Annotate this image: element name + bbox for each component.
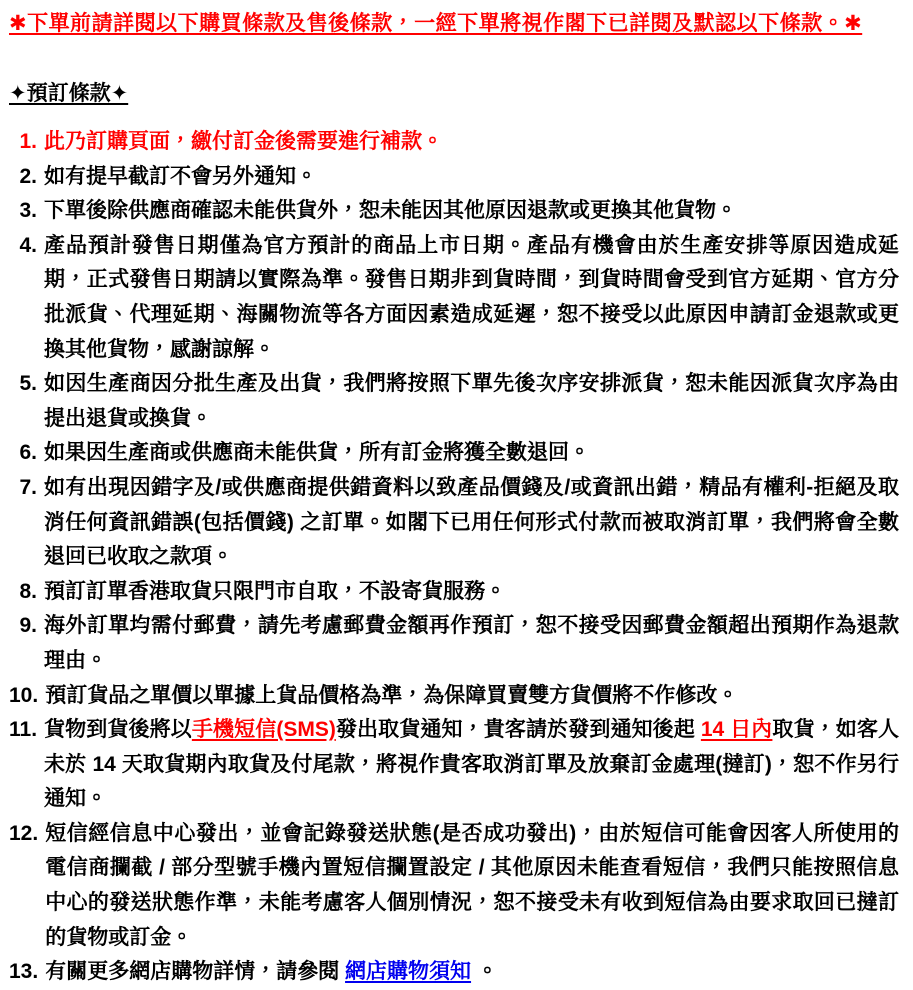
term-number: 2. [19, 164, 37, 188]
term-text [44, 194, 899, 229]
term-text-segment: 如果因生產商或供應商未能供貨，所有訂金將獲全數退回。 [44, 441, 590, 465]
term-number: 12. [9, 821, 39, 845]
term-number: 3. [19, 199, 37, 223]
term-text-segment: 有關更多網店購物詳情，請參閱 [45, 960, 346, 984]
header-notice: ✱下單前請詳閱以下購買條款及售後條款，一經下單將視作閣下已詳閱及默認以下條款。✱ [9, 12, 863, 35]
pickup-deadline-link[interactable]: 14 日內 [700, 718, 773, 742]
term-text-segment: 預訂訂單香港取貨只限門市自取，不設寄貨服務。 [44, 579, 506, 603]
term-text-segment: 貨物到貨後將以 [44, 718, 192, 742]
term-text [44, 471, 899, 575]
term-text [44, 609, 899, 678]
term-text-segment: 如有提早截訂不會另外通知。 [44, 164, 317, 188]
term-text [45, 817, 899, 955]
term-number: 13. [9, 960, 39, 984]
term-item [9, 367, 899, 436]
term-number: 11. [9, 718, 38, 742]
term-text-segment: 產品預計發售日期僅為官方預計的商品上市日期。產品有機會由於生產安排等原因造成延期，正式發售日期請以實際為準。發售日期非到貨時間，到貨時間會受到官方延期、官方分批派貨、代理延期、海關物流等各方面因素造成延遲，恕不接受以此原因申請訂金退款或更換其他貨物，感謝諒解。 [44, 233, 899, 361]
term-item [9, 713, 899, 817]
term-text-segment: 如因生產商因分批生產及出貨，我們將按照下單先後次序安排派貨，恕未能因派貨次序為由提出退貨或換貨。 [44, 372, 899, 430]
term-item [9, 817, 899, 955]
term-number: 1. [19, 130, 37, 153]
term-text [44, 160, 899, 195]
term-text-segment: 。 [471, 960, 498, 984]
term-item [9, 229, 899, 367]
term-number: 5. [19, 372, 37, 396]
term-text [44, 713, 899, 817]
term-number: 7. [19, 475, 37, 499]
term-item [9, 125, 899, 160]
section-title-wrap [9, 59, 899, 109]
term-text-segment: 預訂貨品之單價以單據上貨品價格為準，為保障買賣雙方貨價將不作修改。 [45, 683, 739, 707]
term-text [44, 229, 899, 367]
term-number: 4. [19, 233, 37, 257]
term-number: 8. [19, 579, 37, 603]
term-number: 9. [19, 614, 37, 638]
terms-list [9, 125, 899, 990]
term-text [44, 436, 899, 471]
term-item [9, 679, 899, 714]
term-item [9, 955, 899, 990]
term-text [45, 955, 899, 990]
term-item [9, 194, 899, 229]
term-item [9, 471, 899, 575]
term-item [9, 575, 899, 610]
term-text-segment: 此乃訂購頁面，繳付訂金後需要進行補款。 [44, 130, 443, 153]
section-title: ✦預訂條款✦ [9, 82, 129, 105]
term-text-segment: 如有出現因錯字及/或供應商提供錯資料以致產品價錢及/或資訊出錯，精品有權利-拒絕及取消任何資訊錯誤(包括價錢) 之訂單。如閣下已用任何形式付款而被取消訂單，我們將會全數退回已收取之款項。 [44, 475, 899, 569]
term-text [45, 679, 899, 714]
term-item [9, 436, 899, 471]
term-text-segment: 海外訂單均需付郵費，請先考慮郵費金額再作預訂，恕不接受因郵費金額超出預期作為退款理由。 [44, 614, 899, 672]
term-text [44, 575, 899, 610]
term-text-segment: 發出取貨通知，貴客請於發到通知後起 [335, 718, 701, 742]
term-number: 6. [19, 441, 37, 465]
term-text-segment: 短信經信息中心發出，並會記錄發送狀態(是否成功發出)，由於短信可能會因客人所使用的電信商攔截 / 部分型號手機內置短信攔置設定 / 其他原因未能查看短信，我們只能按照信息中心的發送狀態作準，未能考慮客人個別情況，恕不接受未有收到短信為由要求取回已撻訂的貨物或訂金。 [45, 821, 899, 949]
term-text-segment: 下單後除供應商確認未能供貨外，恕未能因其他原因退款或更換其他貨物。 [44, 199, 737, 223]
store-shopping-guide-link[interactable]: 網店購物須知 [345, 960, 472, 984]
term-number: 10. [9, 683, 39, 707]
term-item [9, 160, 899, 195]
term-text [44, 125, 899, 160]
term-item [9, 609, 899, 678]
sms-pickup-notice-link[interactable]: 手機短信(SMS) [191, 718, 336, 742]
term-text [44, 367, 899, 436]
term-text-segment: 取貨，如客人未於 14 天取貨期內取貨及付尾款，將視作貴客取消訂單及放棄訂金處理(撻訂)，恕不作另行通知。 [44, 718, 900, 811]
